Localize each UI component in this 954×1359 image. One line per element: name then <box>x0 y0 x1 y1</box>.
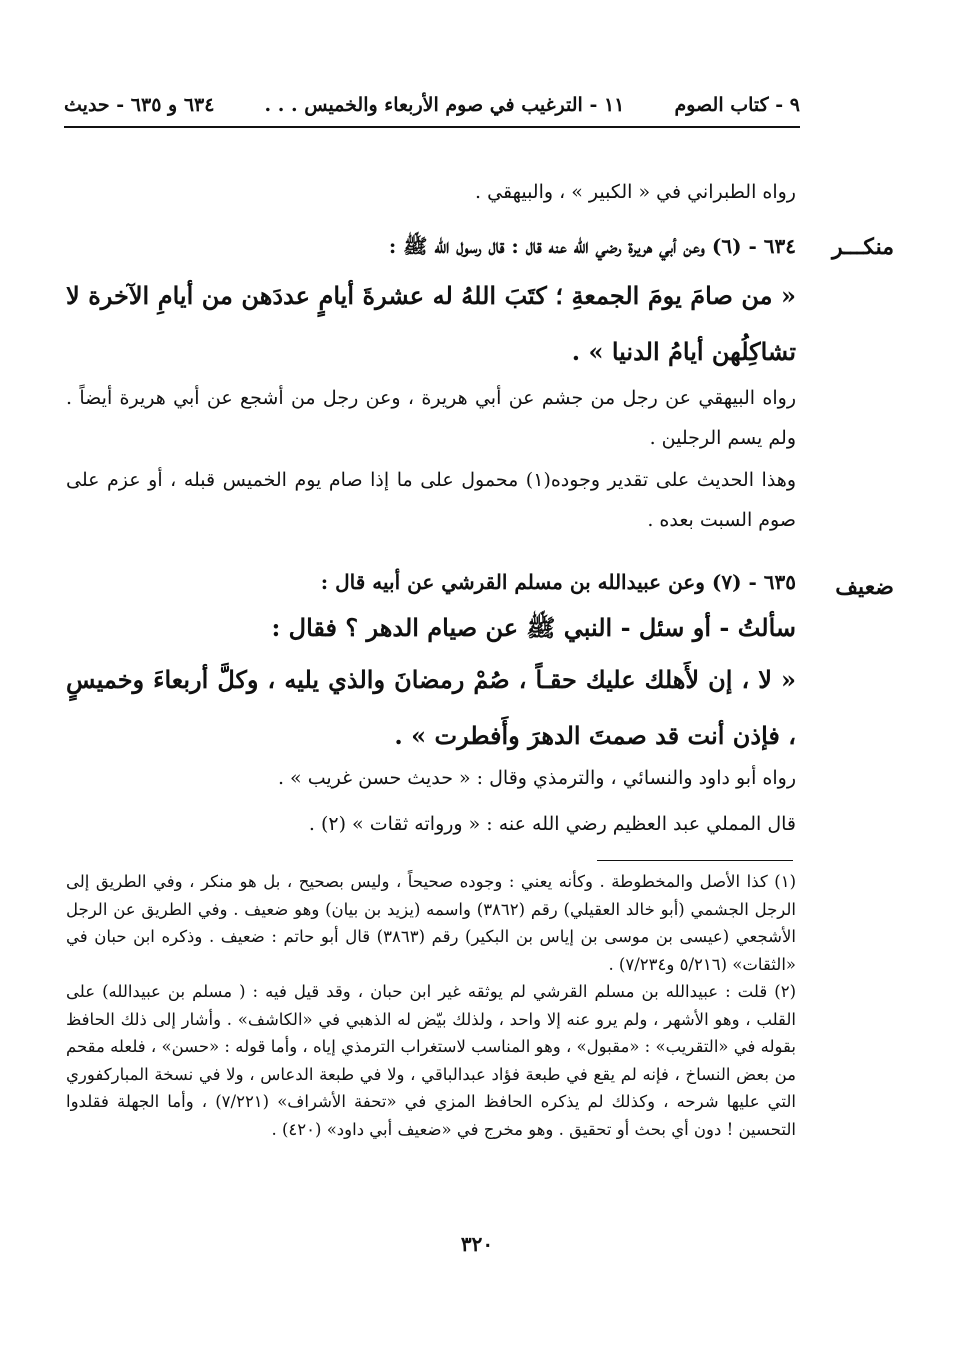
hadith-634-chain: ٦٣٤ - (٦) وعن أبي هريرة رضي الله عنه قال : قال رسول الله ﷺ : <box>388 234 796 258</box>
footnote-1: (١) كذا الأصل والمخطوطة . وكأنه يعني : وجوده صحيحاً ، وليس بصحيح ، بل هو منكر ، وفي الطريق إلى الرجل الجشمي (أبو خالد العقيلي) رقم (٣٨٦٢) واسمه (يزيد بن بيان) وهو ضعيف . وفي الطريق عن الرجل الأشجعي (عيسى بن موسى بن إياس بن البكير) رقم (٣٨٦٣) قال أبو حاتم : ضعيف . وذكره ابن حبان في «الثقات» (٥/٢١٦ و٧/٢٣٤) . <box>66 872 796 974</box>
running-header <box>64 90 800 120</box>
footnote-rule <box>597 860 793 861</box>
hadith-634-comment: وهذا الحديث على تقدير وجوده(١) محمول على ما إذا صام يوم الخميس قبله ، أو عزم على صوم السبت بعده . <box>66 469 796 531</box>
hadith-635-chain: ٦٣٥ - (٧) وعن عبيدالله بن مسلم القرشي عن أبيه قال : <box>320 570 796 594</box>
hadith-635-text: « لا ، إن لأَهلك عليك حقـاً ، صُمْ رمضانَ والذي يليه ، وكلَّ أربعاءَ وخميسٍ ، فإذن أنت قد صمتَ الدهرَ وأَفطرت » . <box>66 665 796 750</box>
header-chapter: ٩ - كتاب الصوم <box>674 94 800 116</box>
footnote-2: (٢) قلت : عبيدالله بن مسلم القرشي لم يوثقه غير ابن حبان ، وقد قيل فيه : ( مسلم بن عبيدالله) على القلب ، وهو الأشهر ، ولم يرو عنه إلا واحد ، ولذلك بيّض له الذهبي في «الكاشف» . وأشار إلى ذلك الحافظ بقوله في «التقريب» : «مقبول» ، وهو المناسب لاستغراب الترمذي إياه ، وأما قوله : «حسن» ، فلعله مقحم من بعض النساخ ، فإنه لم يقع في طبعة فؤاد عبدالباقي ، ولا في طبعة الدعاس ، ولا في نسخة المباركفوري التي عليها شرحه ، وكذلك لم يذكره الحافظ المزي في «تحفة الأشراف» (٧/٢٢١) ، وأما الجهلة فقلدوا التحسين ! دون أي بحث أو تحقيق . وهو مخرج في «ضعيف أبي داود» (٤٢٠) . <box>66 982 796 1139</box>
hadith-635-question: سألتُ - أو سئل - النبي ﷺ عن صيام الدهر ؟ فقال : <box>271 613 796 642</box>
hadith-635-comment: قال المملي عبد العظيم رضي الله عنه : « ورواته ثقات » (٢) . <box>308 813 796 835</box>
header-hadith-range: ٦٣٤ و ٦٣٥ - حديث <box>64 94 215 116</box>
hadith-634-text: « من صامَ يومَ الجمعةِ ؛ كتَبَ اللهُ له عشرةَ أيامٍ عددَهن من أيامِ الآخرة لا تشاكِلُهن أيامُ الدنيا » . <box>66 281 796 366</box>
grade-label-634: منكـــر <box>831 234 894 260</box>
hadith-634-source: رواه البيهقي عن رجل من جشم عن أبي هريرة ، وعن رجل من أشجع عن أبي هريرة أيضاً . ولم يسم الرجلين . <box>66 387 796 449</box>
footnotes <box>66 868 796 1143</box>
page-number: ٣٢٠ <box>460 1232 494 1256</box>
intro-line: رواه الطبراني في « الكبير » ، والبيهقي . <box>475 181 796 203</box>
hadith-635-source: رواه أبو داود والنسائي ، والترمذي وقال : « حديث حسن غريب » . <box>277 767 796 789</box>
header-section: ١١ - الترغيب في صوم الأربعاء والخميس . . . <box>264 94 625 116</box>
grade-label-635: ضعيف <box>835 574 894 600</box>
header-rule <box>64 126 800 128</box>
